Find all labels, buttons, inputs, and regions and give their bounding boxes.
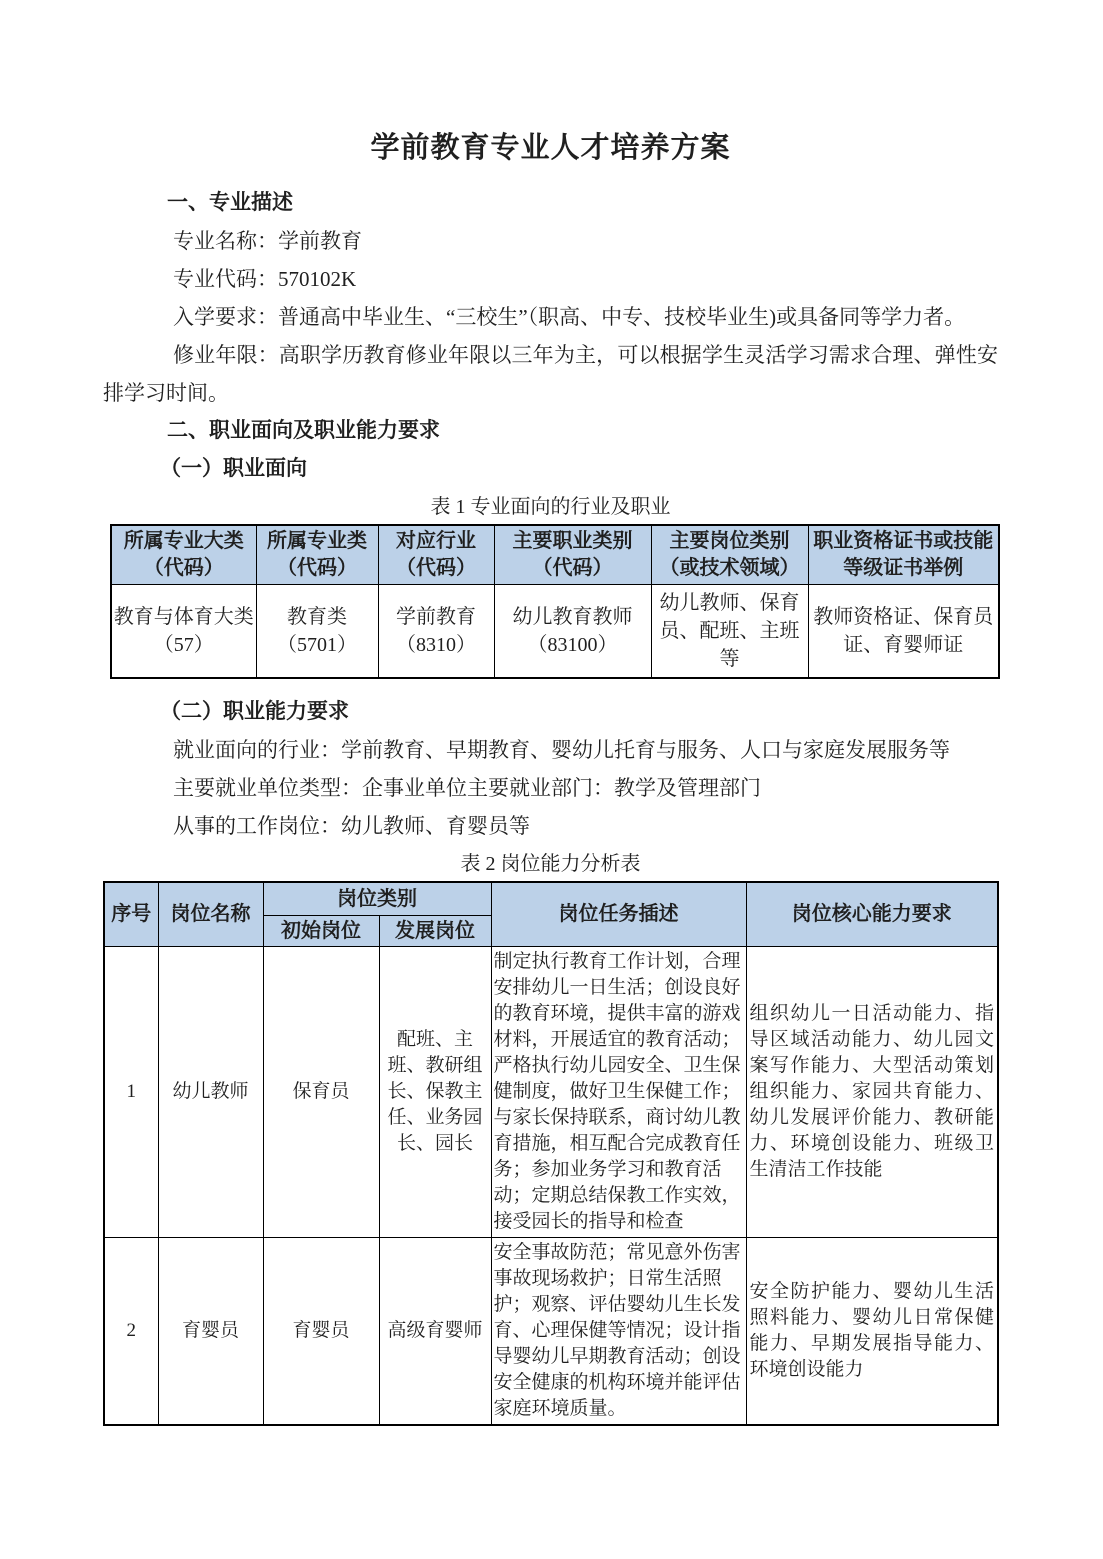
cell-major-category: 教育与体育大类（57） — [111, 585, 256, 679]
table-row-kindergarten-teacher — [104, 946, 998, 1237]
table-2-caption: 表 2 岗位能力分析表 — [460, 853, 641, 875]
paragraph-employment-units: 主要就业单位类型：企事业单位主要就业部门：教学及管理部门 — [173, 776, 761, 800]
section-2-1-heading: （一）职业面向 — [160, 457, 307, 480]
table-2-header-post-name: 岗位名称 — [158, 882, 263, 946]
cell-post-tasks: 制定执行教育工作计划，合理安排幼儿一日生活；创设良好的教育环境，提供丰富的游戏材料，开展适宜的教育活动；严格执行幼儿园安全、卫生保健制度，做好卫生保健工作；与家长保持联系，商讨幼儿教育措施，相互配合完成教育任务；参加业务学习和教育活动；定期总结保教工作实效，接受园长的指导和检查 — [491, 946, 746, 1237]
table-2-header-seq: 序号 — [104, 882, 158, 946]
cell-post-tasks: 安全事故防范；常见意外伤害事故现场救护；日常生活照护；观察、评估婴幼儿生长发育、心理保健等情况；设计指导婴幼儿早期教育活动；创设安全健康的机构环境并能评估家庭环境质量。 — [491, 1237, 746, 1425]
table-post-ability-analysis — [103, 881, 999, 1426]
table-2-header-post-category-group: 岗位类别 — [263, 882, 491, 915]
paragraph-work-posts: 从事的工作岗位：幼儿教师、育婴员等 — [173, 814, 530, 838]
paragraph-employment-industries: 就业面向的行业：学前教育、早期教育、婴幼儿托育与服务、人口与家庭发展服务等 — [173, 738, 950, 762]
cell-post-name: 育婴员 — [158, 1237, 263, 1425]
table-1-header-row — [111, 525, 999, 585]
table-1-header-occupation: 主要职业类别（代码） — [494, 525, 651, 585]
page-title: 学前教育专业人才培养方案 — [370, 132, 731, 164]
table-1-header-certificates: 职业资格证书或技能等级证书举例 — [808, 525, 999, 585]
cell-seq: 1 — [104, 946, 158, 1237]
cell-initial-post: 保育员 — [263, 946, 379, 1237]
table-1-data-row — [111, 585, 999, 679]
paragraph-major-name: 专业名称：学前教育 — [173, 229, 362, 253]
table-2-header-tasks: 岗位任务插述 — [491, 882, 746, 946]
table-row-nursery-worker — [104, 1237, 998, 1425]
cell-development-post: 配班、主班、教研组长、保教主任、业务园长、园长 — [379, 946, 491, 1237]
cell-post-name: 幼儿教师 — [158, 946, 263, 1237]
paragraph-major-code: 专业代码：570102K — [173, 267, 357, 291]
paragraph-study-duration: 修业年限：高职学历教育修业年限以三年为主，可以根据学生灵活学习需求合理、弹性安排学习时间。 — [103, 343, 998, 405]
table-1-header-major-category: 所属专业大类（代码） — [111, 525, 256, 585]
table-1-caption: 表 1 专业面向的行业及职业 — [430, 496, 671, 518]
table-2-header-row-1 — [104, 882, 998, 915]
cell-core-abilities: 组织幼儿一日活动能力、指导区域活动能力、幼儿园文案写作能力、大型活动策划组织能力、家园共育能力、幼儿发展评价能力、教研能力、环境创设能力、班级卫生清洁工作技能 — [746, 946, 998, 1237]
cell-development-post: 高级育婴师 — [379, 1237, 491, 1425]
section-2-2-heading: （二）职业能力要求 — [160, 700, 349, 723]
section-2-heading: 二、职业面向及职业能力要求 — [167, 419, 440, 442]
cell-industry: 学前教育（8310） — [378, 585, 494, 679]
paragraph-entry-requirement: 入学要求：普通高中毕业生、“三校生”（职高、中专、技校毕业生)或具备同等学力者。 — [173, 305, 966, 329]
cell-initial-post: 育婴员 — [263, 1237, 379, 1425]
cell-core-abilities: 安全防护能力、婴幼儿生活照料能力、婴幼儿日常保健能力、早期发展指导能力、环境创设能力 — [746, 1237, 998, 1425]
cell-occupation: 幼儿教育教师（83100） — [494, 585, 651, 679]
table-2-header-core-abilities: 岗位核心能力要求 — [746, 882, 998, 946]
cell-post-category: 幼儿教师、保育员、配班、主班等 — [651, 585, 808, 679]
cell-certificates: 教师资格证、保育员证、育婴师证 — [808, 585, 999, 679]
table-occupation-orientation — [110, 524, 1000, 679]
section-1-heading: 一、专业描述 — [167, 191, 293, 214]
cell-seq: 2 — [104, 1237, 158, 1425]
table-1-header-major-class: 所属专业类（代码） — [256, 525, 378, 585]
table-2-header-initial-post: 初始岗位 — [263, 915, 379, 946]
cell-major-class: 教育类（5701） — [256, 585, 378, 679]
table-2-header-development-post: 发展岗位 — [379, 915, 491, 946]
table-1-header-post-category: 主要岗位类别（或技术领域） — [651, 525, 808, 585]
table-1-header-industry: 对应行业（代码） — [378, 525, 494, 585]
